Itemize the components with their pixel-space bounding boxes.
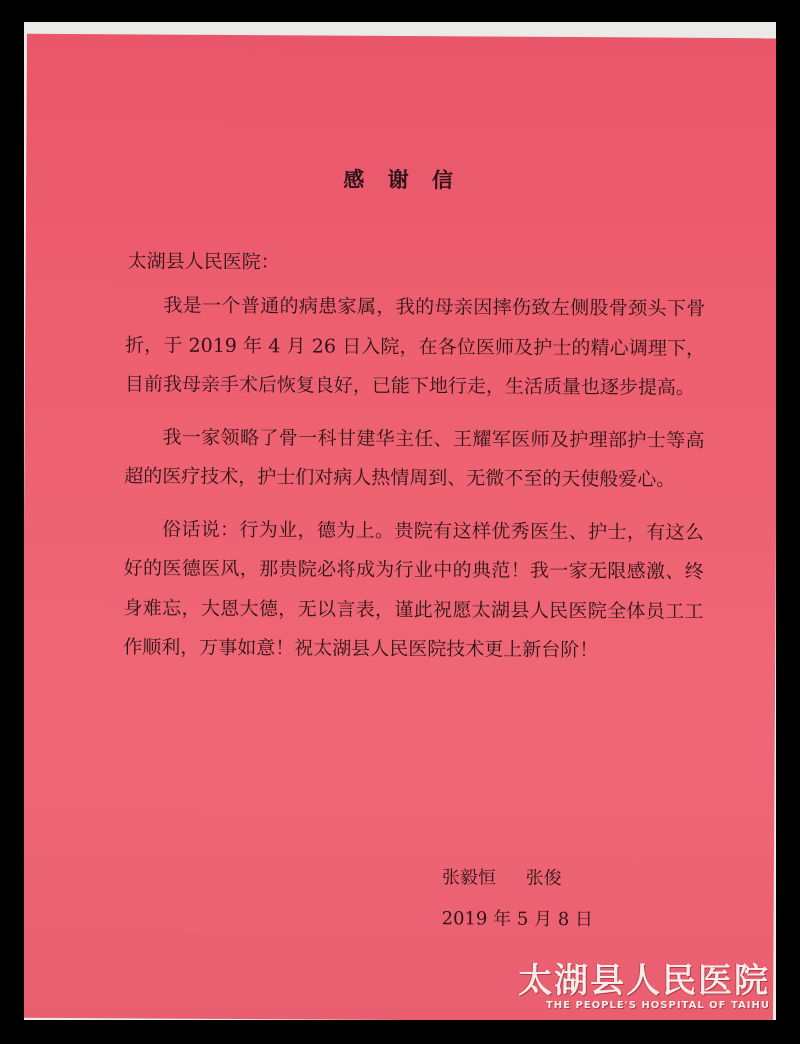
thank-you-letter bbox=[24, 34, 776, 1020]
red-paper bbox=[24, 34, 776, 1020]
letter-date: 2019 年 5 月 8 日 bbox=[441, 908, 594, 931]
letter-body bbox=[123, 286, 705, 684]
paragraph-3: 俗话说：行为业，德为上。贵院有这样优秀医生、护士，有这么好的医德医风，那贵院必将成为行业中的典范！我一家无限感激、终身难忘，大恩大德，无以言表，谨此祝愿太湖县人民医院全体员工工作顺利，万事如意！祝太湖县人民医院技术更上新台阶！ bbox=[123, 518, 705, 662]
watermark-chinese: 太湖县人民医院 bbox=[518, 961, 770, 1001]
letter-title: 感 谢 信 bbox=[343, 167, 462, 193]
signer-1: 张毅恒 bbox=[441, 867, 496, 889]
paragraph-2: 我一家领略了骨一科甘建华主任、王耀军医师及护理部护士等高超的医疗技术，护士们对病人热情周到、无微不至的天使般爱心。 bbox=[124, 426, 705, 491]
photo bbox=[24, 22, 776, 1020]
letter-salutation: 太湖县人民医院： bbox=[127, 250, 280, 274]
signer-2: 张俊 bbox=[525, 867, 562, 889]
signatures bbox=[442, 863, 586, 890]
paragraph-1: 我是一个普通的病患家属，我的母亲因摔伤致左侧股骨颈头下骨折，于 2019 年 4 月 26 日入院，在各位医师及护士的精心调理下，目前我母亲手术后恢复良好，已能下地行走，生活质量也逐步提高。 bbox=[124, 294, 706, 399]
hospital-watermark bbox=[490, 962, 770, 1012]
watermark-english: THE PEOPLE'S HOSPITAL OF TAIHU bbox=[545, 1000, 770, 1011]
